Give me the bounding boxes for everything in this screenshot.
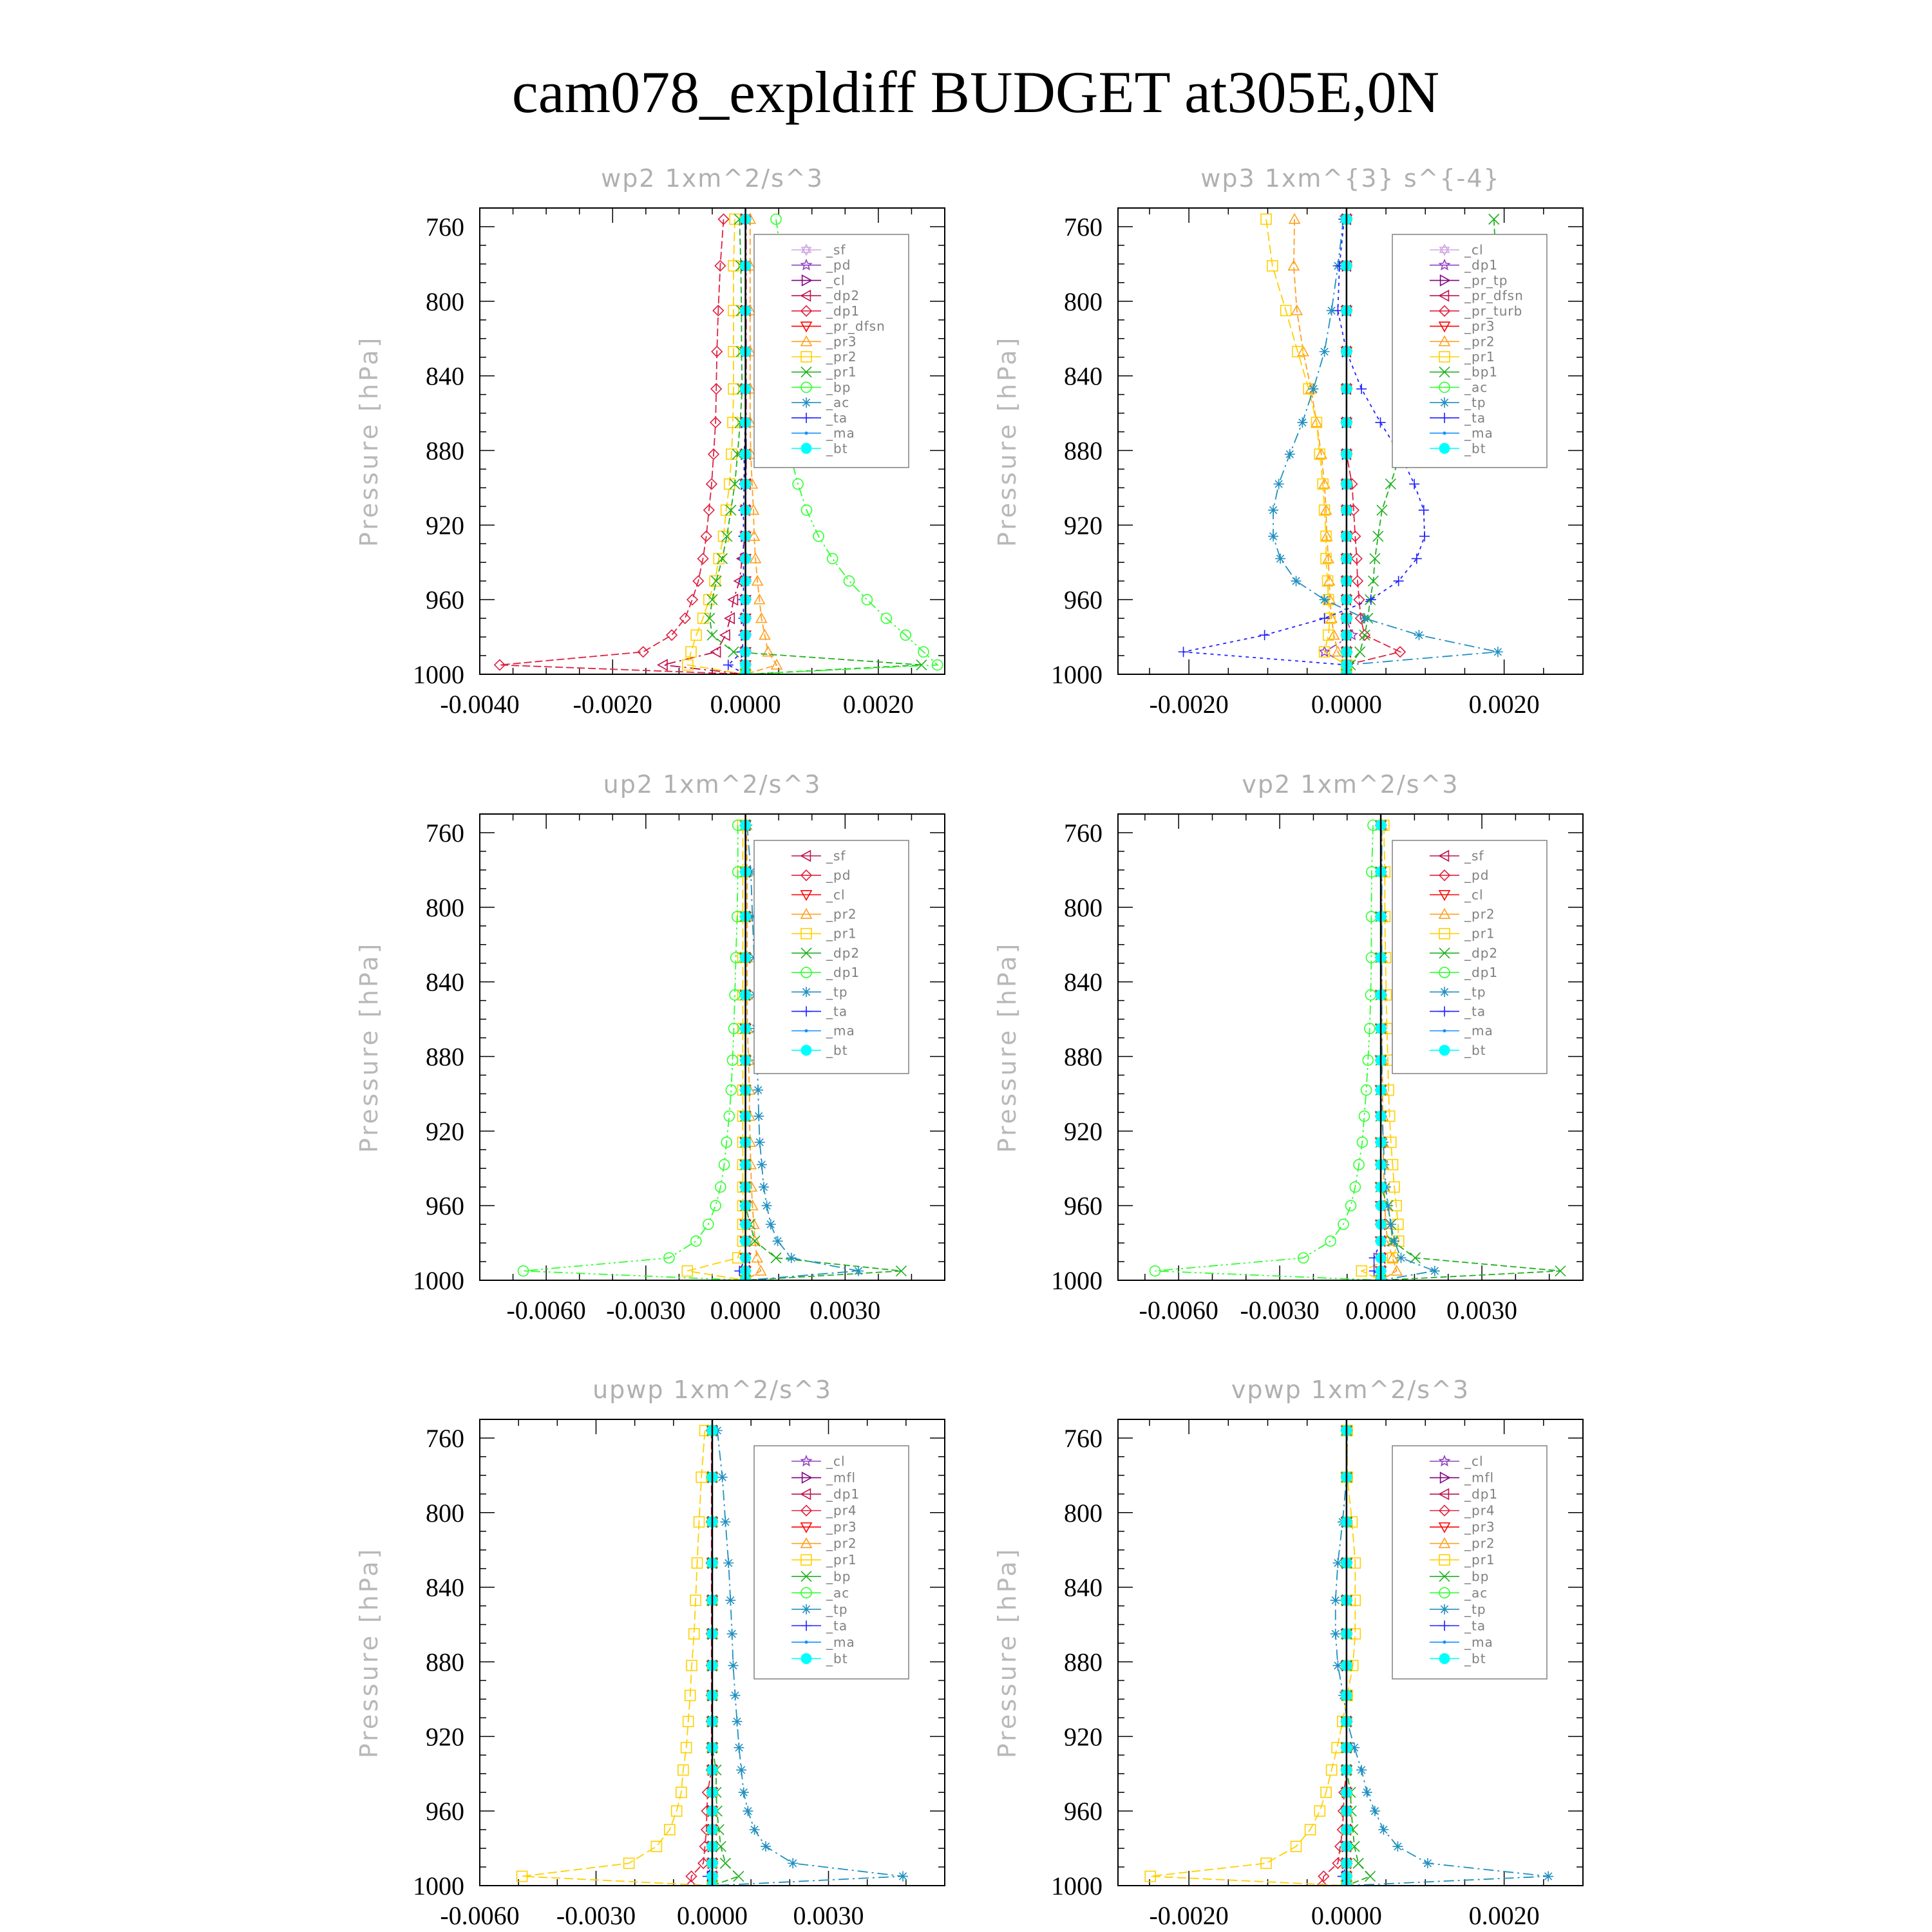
series-markers-pr1 — [682, 820, 750, 1285]
y-tick-label: 840 — [426, 967, 464, 997]
legend-label: _ta — [1464, 1618, 1486, 1634]
legend-label: _sf — [1464, 848, 1484, 864]
panel-up2 — [355, 770, 945, 1325]
legend — [1392, 1446, 1547, 1679]
marker-asterisk — [1331, 1629, 1341, 1639]
panel-title: upwp 1xm^2/s^3 — [592, 1376, 832, 1404]
y-tick-label: 920 — [1064, 1722, 1103, 1752]
legend-label: _ta — [1464, 1003, 1486, 1019]
marker-asterisk — [757, 1159, 767, 1170]
legend-label: _pr_tp — [1464, 272, 1508, 289]
panel-wp3 — [993, 164, 1583, 719]
marker-asterisk — [720, 1517, 730, 1527]
y-tick-label: 880 — [426, 436, 464, 466]
x-tick-label: 0.0000 — [1311, 690, 1382, 719]
x-tick-label: 0.0000 — [1311, 1901, 1382, 1930]
series-markers-ta — [1369, 820, 1386, 1285]
legend-label: _tp — [1464, 395, 1486, 411]
marker-asterisk — [898, 1871, 908, 1882]
series-line-dp1 — [500, 219, 746, 674]
marker-plus — [1366, 594, 1376, 605]
y-tick-label: 800 — [1064, 893, 1103, 922]
marker-plus — [1412, 553, 1422, 564]
marker-asterisk — [1439, 397, 1450, 408]
marker-asterisk — [1359, 613, 1370, 623]
legend — [754, 840, 909, 1074]
marker-asterisk — [766, 1219, 776, 1229]
legend-label: _pr1 — [1464, 925, 1495, 942]
marker-square — [1314, 1806, 1325, 1816]
marker-x — [1359, 630, 1370, 640]
legend-label: _bp — [826, 379, 851, 395]
marker-asterisk — [1378, 1824, 1388, 1835]
marker-diamond — [680, 613, 690, 623]
marker-asterisk — [853, 1266, 864, 1276]
marker-x — [707, 630, 717, 640]
marker-asterisk — [1275, 553, 1285, 564]
y-tick-label: 840 — [426, 361, 464, 391]
legend-label: _ac — [826, 395, 850, 411]
y-tick-label: 760 — [426, 1423, 464, 1453]
legend-label: _dp1 — [826, 1486, 860, 1502]
marker-x — [1355, 647, 1365, 657]
marker-asterisk — [1362, 1787, 1372, 1797]
marker-plus — [1419, 505, 1429, 515]
marker-dot — [805, 1029, 808, 1032]
marker-circle — [1346, 1200, 1356, 1211]
legend — [754, 234, 909, 468]
marker-asterisk — [1291, 576, 1302, 586]
series-line-dp1 — [524, 825, 746, 1280]
series-line-ta — [1374, 825, 1381, 1280]
y-tick-label: 880 — [1064, 1042, 1103, 1072]
legend-label: _bp — [1464, 1568, 1490, 1584]
series-line-pr2 — [688, 219, 746, 674]
legend-label: _dp1 — [1464, 1486, 1499, 1502]
y-axis-title: Pressure [hPa] — [993, 941, 1021, 1153]
x-tick-label: -0.0060 — [1139, 1296, 1218, 1325]
marker-asterisk — [1430, 1266, 1440, 1276]
legend-label: _ta — [1464, 410, 1486, 426]
legend-label: _pr2 — [826, 906, 857, 922]
series-line-bp — [712, 1430, 739, 1886]
panel-upwp — [355, 1376, 945, 1930]
marker-asterisk — [725, 1595, 735, 1605]
series-markers-dp1 — [495, 214, 751, 679]
marker-filled-circle — [801, 1653, 811, 1663]
legend-label: _bt — [826, 1042, 848, 1058]
legend-label: _pr2 — [826, 1535, 857, 1551]
legend-label: _ta — [826, 1618, 848, 1634]
series-markers-pr2 — [683, 214, 751, 679]
marker-asterisk — [727, 1629, 737, 1639]
panel-title: up2 1xm^2/s^3 — [603, 770, 822, 799]
legend-label: _pr_dfsn — [826, 318, 886, 334]
legend-label: _dp1 — [1464, 965, 1499, 981]
figure-title: cam078_expldiff BUDGET at305E,0N — [511, 59, 1440, 125]
legend-label: _pr1 — [826, 364, 857, 380]
x-tick-label: 0.0030 — [793, 1901, 864, 1930]
marker-dot — [805, 431, 808, 435]
marker-dot — [1443, 1029, 1446, 1032]
marker-asterisk — [1285, 449, 1295, 459]
marker-x — [720, 1858, 730, 1868]
marker-asterisk — [1268, 531, 1278, 542]
marker-circle — [710, 1200, 721, 1211]
y-tick-label: 920 — [426, 1722, 464, 1752]
y-tick-label: 760 — [426, 818, 464, 848]
marker-x — [1353, 1858, 1363, 1868]
legend-label: _ma — [1464, 1634, 1493, 1650]
marker-asterisk — [732, 1716, 743, 1727]
y-axis-title: Pressure [hPa] — [993, 335, 1021, 547]
marker-diamond — [687, 594, 697, 605]
marker-asterisk — [734, 1743, 744, 1753]
series-line-pr1 — [1150, 1430, 1355, 1886]
y-tick-label: 920 — [426, 511, 464, 540]
legend-label: _cl — [1464, 1454, 1484, 1469]
legend-label: _pr3 — [1464, 318, 1495, 334]
marker-plus — [1179, 647, 1189, 657]
marker-circle — [862, 594, 872, 605]
marker-asterisk — [739, 1787, 749, 1797]
legend-label: _tp — [1464, 984, 1486, 1000]
y-axis-title: Pressure [hPa] — [355, 1546, 383, 1759]
marker-asterisk — [1396, 1253, 1406, 1263]
x-tick-label: 0.0020 — [1468, 1901, 1540, 1930]
marker-asterisk — [759, 1182, 769, 1192]
y-tick-label: 800 — [1064, 287, 1103, 316]
y-tick-label: 1000 — [1051, 1871, 1103, 1900]
legend-label: _mfl — [1464, 1470, 1495, 1486]
legend-label: _bt — [1464, 440, 1486, 457]
legend-label: _ma — [1464, 425, 1493, 441]
marker-filled-circle — [1439, 443, 1450, 453]
legend-label: _pr1 — [1464, 349, 1495, 365]
x-tick-label: -0.0020 — [573, 690, 652, 719]
series-line-ta — [1184, 219, 1425, 674]
series-markers-pr1 — [517, 1425, 717, 1891]
marker-square — [651, 1841, 661, 1852]
legend-label: _pr1 — [826, 925, 857, 942]
marker-asterisk — [755, 1137, 765, 1148]
x-tick-label: 0.0020 — [1468, 690, 1540, 719]
series-markers-dp1 — [518, 820, 751, 1285]
legend-label: _pr3 — [826, 334, 857, 350]
marker-dot — [1443, 1640, 1446, 1643]
x-tick-label: -0.0030 — [606, 1296, 686, 1325]
legend-label: _dp2 — [826, 945, 860, 961]
y-tick-label: 800 — [1064, 1498, 1103, 1528]
marker-asterisk — [786, 1253, 797, 1263]
marker-circle — [828, 553, 838, 564]
y-tick-label: 960 — [1064, 585, 1103, 615]
y-tick-label: 840 — [1064, 361, 1103, 391]
legend-label: _cl — [1464, 242, 1484, 258]
marker-asterisk — [761, 1841, 771, 1852]
marker-asterisk — [1320, 594, 1330, 605]
marker-dot — [805, 1640, 808, 1643]
x-tick-label: 0.0000 — [1345, 1296, 1417, 1325]
y-tick-label: 840 — [1064, 1573, 1103, 1602]
series-markers-pr1 — [1145, 1425, 1360, 1891]
y-tick-label: 920 — [1064, 511, 1103, 540]
marker-asterisk — [1356, 1765, 1367, 1775]
series-markers-ta — [703, 1425, 717, 1891]
legend-label: _dp1 — [826, 965, 860, 981]
marker-asterisk — [1370, 1806, 1380, 1816]
legend-label: _mfl — [826, 1470, 857, 1486]
y-tick-label: 960 — [426, 1797, 464, 1826]
marker-asterisk — [730, 1690, 740, 1701]
marker-asterisk — [723, 1558, 734, 1568]
x-tick-label: -0.0020 — [1149, 1901, 1229, 1930]
marker-asterisk — [773, 1236, 783, 1246]
legend-label: _bt — [826, 440, 848, 457]
marker-tri-left — [711, 647, 720, 657]
y-tick-label: 1000 — [413, 660, 464, 689]
marker-asterisk — [1392, 1841, 1403, 1852]
marker-asterisk — [788, 1858, 798, 1868]
legend-label: _pd — [1464, 867, 1490, 884]
y-tick-label: 1000 — [1051, 660, 1103, 689]
marker-asterisk — [753, 1085, 763, 1095]
panel-vp2 — [993, 770, 1583, 1325]
panel-title: vpwp 1xm^2/s^3 — [1231, 1376, 1470, 1404]
legend — [754, 1446, 909, 1679]
legend-label: _ac — [1464, 1585, 1488, 1601]
series-line-pr4 — [1322, 1430, 1347, 1886]
legend-label: _pr3 — [826, 1519, 857, 1535]
y-tick-label: 920 — [1064, 1117, 1103, 1146]
marker-x — [734, 1871, 744, 1882]
marker-asterisk — [743, 1806, 753, 1816]
marker-asterisk — [762, 1200, 772, 1211]
marker-filled-circle — [801, 443, 811, 453]
y-tick-label: 760 — [1064, 212, 1103, 242]
y-tick-label: 960 — [1064, 1191, 1103, 1221]
y-tick-label: 1000 — [413, 1266, 464, 1295]
x-tick-label: 0.0000 — [677, 1901, 748, 1930]
marker-asterisk — [1543, 1871, 1553, 1882]
x-tick-label: 0.0030 — [810, 1296, 881, 1325]
legend-label: _dp1 — [826, 303, 860, 319]
series-line-pr1 — [687, 825, 745, 1280]
y-tick-label: 840 — [1064, 967, 1103, 997]
x-tick-label: -0.0030 — [556, 1901, 636, 1930]
marker-asterisk — [1331, 1595, 1341, 1605]
marker-plus — [1320, 613, 1330, 623]
y-tick-label: 960 — [426, 1191, 464, 1221]
x-tick-label: 0.0030 — [1446, 1296, 1518, 1325]
legend-label: _ma — [826, 1023, 855, 1039]
legend-label: _bp — [826, 1568, 851, 1584]
legend-label: _pr2 — [1464, 1535, 1495, 1551]
marker-filled-circle — [801, 1045, 811, 1056]
legend-label: _ma — [1464, 1023, 1493, 1039]
legend-label: _pd — [826, 867, 851, 884]
x-tick-label: 0.0020 — [842, 690, 914, 719]
legend-label: _ac — [1464, 379, 1488, 395]
y-tick-label: 1000 — [1051, 1266, 1103, 1295]
x-tick-label: -0.0060 — [440, 1901, 520, 1930]
panel-title: wp3 1xm^{3} s^{-4} — [1200, 164, 1501, 193]
legend-label: _cl — [826, 272, 846, 289]
marker-asterisk — [1268, 505, 1278, 515]
marker-asterisk — [750, 1824, 760, 1835]
panel-vpwp — [993, 1376, 1583, 1930]
marker-asterisk — [1423, 1858, 1433, 1868]
marker-x — [1365, 1871, 1376, 1882]
marker-asterisk — [736, 1765, 746, 1775]
y-tick-label: 960 — [1064, 1797, 1103, 1826]
legend-label: _bp1 — [1464, 364, 1499, 380]
legend-label: _pr2 — [1464, 906, 1495, 922]
marker-dot — [1443, 431, 1446, 435]
legend-label: _pr4 — [1464, 1502, 1495, 1519]
series-line-pr4 — [691, 1430, 712, 1886]
marker-filled-circle — [1439, 1045, 1450, 1056]
series-markers-dp2 — [658, 214, 750, 679]
marker-asterisk — [801, 397, 811, 408]
series-markers-pr2 — [1289, 214, 1352, 678]
series-line-pr1 — [522, 1430, 712, 1886]
legend-label: _sf — [826, 242, 846, 258]
series-markers-pr1 — [1261, 214, 1352, 679]
marker-asterisk — [1320, 346, 1330, 357]
legend-label: _pr4 — [826, 1502, 857, 1519]
y-tick-label: 880 — [426, 1647, 464, 1677]
x-tick-label: 0.0000 — [710, 690, 781, 719]
y-tick-label: 800 — [426, 1498, 464, 1528]
legend-label: _bt — [826, 1651, 848, 1667]
x-tick-label: -0.0060 — [506, 1296, 586, 1325]
legend-label: _ac — [826, 1585, 850, 1601]
marker-asterisk — [717, 1472, 728, 1482]
y-tick-label: 880 — [1064, 1647, 1103, 1677]
legend-label: _ma — [826, 425, 855, 441]
panels — [355, 164, 1583, 1930]
y-axis-title: Pressure [hPa] — [355, 335, 383, 547]
legend-label: _pr2 — [826, 349, 857, 365]
y-tick-label: 920 — [426, 1117, 464, 1146]
y-tick-label: 1000 — [413, 1871, 464, 1900]
marker-plus — [1356, 384, 1367, 394]
marker-asterisk — [1297, 417, 1307, 428]
series-line-ta — [728, 219, 746, 674]
legend-label: _tp — [826, 1601, 848, 1617]
marker-asterisk — [1493, 647, 1503, 657]
y-tick-label: 760 — [426, 212, 464, 242]
legend-label: _cl — [826, 887, 846, 903]
legend-label: _tp — [1464, 1601, 1486, 1617]
legend-label: _ma — [826, 1634, 855, 1650]
legend-label: _pd — [826, 257, 851, 273]
marker-filled-circle — [1439, 1653, 1450, 1663]
legend-label: _dp1 — [1464, 257, 1499, 273]
legend-label: _cl — [1464, 887, 1484, 903]
legend-label: _pr2 — [1464, 334, 1495, 350]
marker-asterisk — [1414, 630, 1424, 640]
x-tick-label: -0.0030 — [1240, 1296, 1320, 1325]
y-tick-label: 800 — [426, 287, 464, 316]
series-markers-dp1 — [1150, 820, 1387, 1285]
y-tick-label: 760 — [1064, 1423, 1103, 1453]
y-tick-label: 800 — [426, 893, 464, 922]
legend-label: _ta — [826, 410, 848, 426]
y-axis-title: Pressure [hPa] — [355, 941, 383, 1153]
marker-asterisk — [801, 987, 811, 997]
marker-plus — [1409, 479, 1419, 489]
marker-asterisk — [728, 1660, 738, 1671]
panel-wp2 — [355, 164, 945, 719]
legend — [1392, 840, 1547, 1074]
legend-label: _pr3 — [1464, 1519, 1495, 1535]
x-tick-label: 0.0000 — [710, 1296, 781, 1325]
legend-label: _bt — [1464, 1042, 1486, 1058]
marker-plus — [1376, 417, 1386, 428]
marker-diamond — [667, 630, 677, 640]
y-axis-title: Pressure [hPa] — [993, 1546, 1021, 1759]
legend-label: _pr1 — [1464, 1552, 1495, 1568]
legend-label: _cl — [826, 1454, 846, 1469]
legend-label: _pr1 — [826, 1552, 857, 1568]
y-tick-label: 880 — [1064, 436, 1103, 466]
x-tick-label: -0.0040 — [440, 690, 520, 719]
legend-label: _dp2 — [826, 288, 860, 304]
marker-asterisk — [1439, 987, 1450, 997]
legend-label: _ta — [826, 1003, 848, 1019]
legend-label: _pr_turb — [1464, 303, 1523, 319]
marker-circle — [844, 576, 854, 586]
marker-asterisk — [1274, 479, 1284, 489]
series-line-dp1 — [1155, 825, 1381, 1280]
legend-label: _sf — [826, 848, 846, 864]
legend-label: _pr_dfsn — [1464, 288, 1524, 304]
marker-plus — [1419, 531, 1430, 542]
marker-asterisk — [1308, 384, 1318, 394]
y-tick-label: 840 — [426, 1573, 464, 1602]
marker-circle — [691, 1236, 701, 1246]
marker-tri-left — [721, 630, 730, 640]
marker-asterisk — [753, 1111, 764, 1121]
legend-label: _tp — [826, 984, 848, 1000]
legend-label: _bt — [1464, 1651, 1486, 1667]
y-tick-label: 760 — [1064, 818, 1103, 848]
y-tick-label: 880 — [426, 1042, 464, 1072]
marker-circle — [1325, 1236, 1336, 1246]
panel-title: wp2 1xm^2/s^3 — [601, 164, 824, 193]
x-tick-label: -0.0020 — [1149, 690, 1229, 719]
y-tick-label: 960 — [426, 585, 464, 615]
legend-label: _dp2 — [1464, 945, 1499, 961]
legend — [1392, 234, 1547, 468]
panel-title: vp2 1xm^2/s^3 — [1242, 770, 1459, 799]
marker-x — [1385, 479, 1396, 489]
marker-plus — [1260, 630, 1270, 640]
